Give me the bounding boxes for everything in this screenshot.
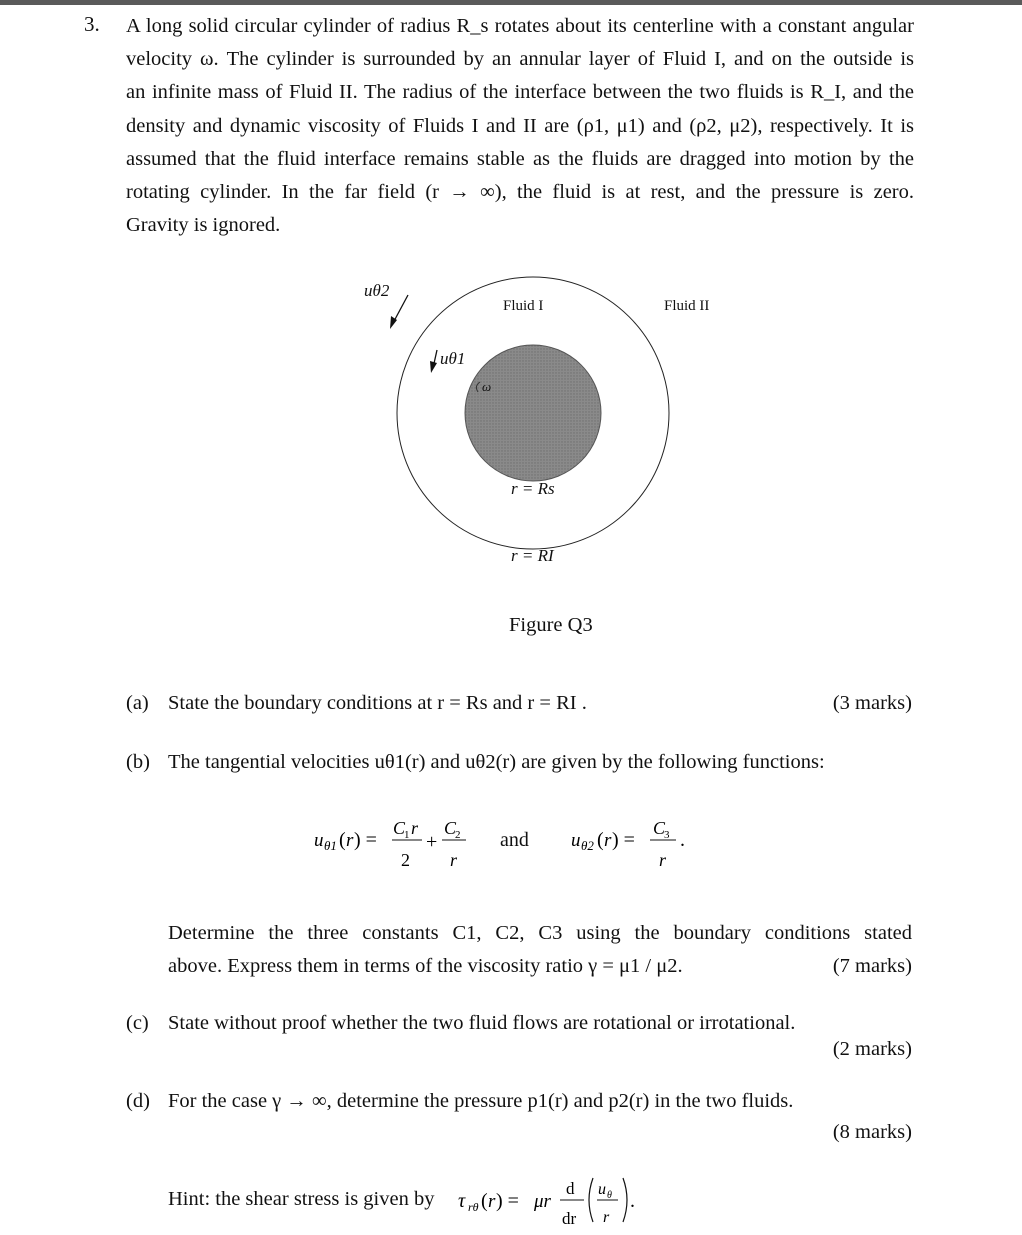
part-b-text: The tangential velocities uθ1(r) and uθ2(r) are given by the following functions: [168,751,825,773]
part-d-marks: (8 marks) [832,1121,912,1143]
part-a-marks: (3 marks) [832,692,912,714]
svg-text:(: ( [481,1190,488,1212]
svg-text:u: u [598,1181,606,1198]
part-b-label: (b) [126,751,150,773]
svg-text:3: 3 [664,829,670,841]
svg-text:rθ: rθ [468,1200,479,1214]
svg-text:C: C [393,818,406,838]
svg-text:(: ( [597,829,604,851]
intro-line: velocity ω. The cylinder is surrounded by an annular layer of Fluid I, and on the outside is [126,48,914,71]
label-fluid-2: Fluid II [664,298,710,314]
part-b-followup-2: above. Express them in terms of the viscosity ratio γ = μ1 / μ2. [168,955,683,977]
label-r-ri: r = RI [511,546,554,565]
svg-text:μr: μr [534,1191,551,1212]
svg-text:r: r [659,850,667,870]
svg-text:2: 2 [401,850,410,870]
part-c-label: (c) [126,1012,149,1034]
part-b-marks: (7 marks) [832,955,912,977]
svg-text:C: C [444,818,457,838]
svg-text:θ2: θ2 [581,838,594,853]
svg-text:2: 2 [455,829,461,841]
intro-line: an infinite mass of Fluid II. The radius of the interface between the two fluids is R_I, and the [126,81,914,104]
svg-text:) =: ) = [354,829,377,851]
part-a-label: (a) [126,692,149,714]
intro-line: density and dynamic viscosity of Fluids I and II are (ρ1, μ1) and (ρ2, μ2), respectively. It is [126,114,914,137]
svg-text:.: . [680,829,685,851]
svg-text:.: . [630,1190,635,1212]
svg-text:r: r [488,1191,496,1212]
svg-text:τ: τ [458,1190,466,1212]
label-omega: ω [482,379,492,394]
svg-text:r: r [604,830,612,851]
label-u-theta1: uθ1 [440,349,466,368]
part-c-text: State without proof whether the two fluid flows are rotational or irrotational. [168,1012,796,1034]
svg-text:θ1: θ1 [324,838,337,853]
svg-text:θ: θ [607,1190,612,1201]
intro-line: Gravity is ignored. [126,214,281,237]
part-a-text: State the boundary conditions at r = Rs and r = RI . [168,692,587,714]
svg-text:) =: ) = [612,829,635,851]
intro-line: rotating cylinder. In the far field (r → ∞), the fluid is at rest, and the pressure is zero. [126,181,914,204]
svg-text:dr: dr [562,1209,577,1228]
svg-text:1: 1 [404,829,410,841]
svg-text:u: u [571,830,581,851]
svg-text:r: r [603,1209,610,1226]
equation-and: and [500,829,529,851]
svg-text:r: r [346,830,354,851]
hint-prefix: Hint: the shear stress is given by [168,1188,435,1210]
svg-text:+: + [426,831,438,853]
svg-text:r: r [411,818,419,838]
part-d-label: (d) [126,1090,150,1112]
label-fluid-1: Fluid I [503,298,544,314]
svg-text:(: ( [339,829,346,851]
part-c-marks: (2 marks) [832,1038,912,1060]
svg-text:C: C [653,818,666,838]
part-d-text: For the case γ → ∞, determine the pressure p1(r) and p2(r) in the two fluids. [168,1090,794,1112]
svg-text:r: r [450,850,458,870]
question-number: 3. [84,12,100,36]
label-u-theta2: uθ2 [364,281,390,300]
intro-line: assumed that the fluid interface remains stable as the fluids are dragged into motion by the [126,147,914,170]
figure-caption: Figure Q3 [509,614,593,636]
part-b-followup-1: Determine the three constants C1, C2, C3 using the boundary conditions stated [168,922,912,944]
svg-text:d: d [566,1179,575,1198]
intro-line: A long solid circular cylinder of radius R_s rotates about its centerline with a constant angular [126,15,914,37]
svg-text:) =: ) = [496,1190,519,1212]
label-r-rs: r = Rs [511,479,555,498]
svg-text:u: u [314,830,324,851]
